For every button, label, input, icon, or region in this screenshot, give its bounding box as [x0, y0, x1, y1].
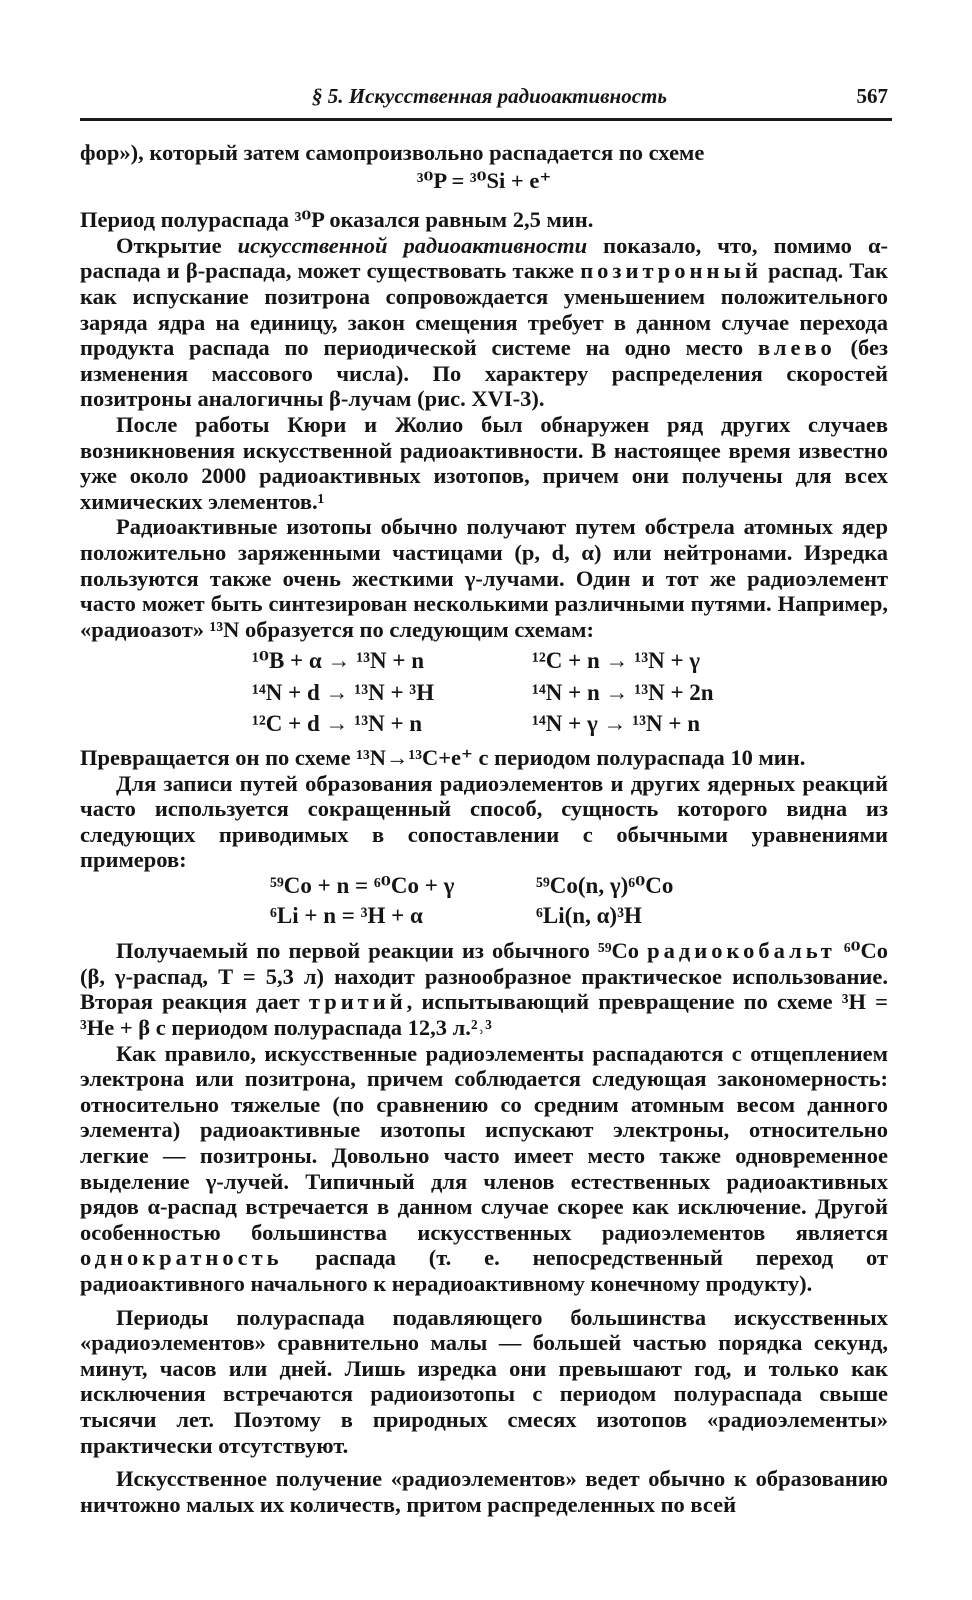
text-run: распада (т. е. непосредственный переход от радиоактивного начального к нерадиоактивному конечному продукту). [80, 1245, 888, 1296]
paragraph-7: Для записи путей образования радиоэлементов и других ядерных реакций часто используется сокращенный способ, сущность которого видна из следующих приводимых в сопоставлении с обычными уравнениями примеров: [80, 770, 888, 873]
text-run: Как правило, искусственные радиоэлементы распадаются с отщеплением электрона или позитрона, причем соблюдается следующая закономерность: относительно тяжелые (по сравнению со средним атомным весом данного элемента) радиоактивные изотопы испускают электроны, относительно легкие — позитроны. Довольно часто имеет место также одновременное выделение γ-лучей. Типичный для членов естественных радиоактивных рядов α-распад встречается в данном случае скорее как исключение. Другой особенностью большинства искусственных радиоэлементов является [80, 1040, 888, 1245]
reaction-shorthand: ⁵⁹Co(n, γ)⁶⁰Co [536, 873, 674, 899]
paragraph-11: Искусственное получение «радиоэлементов» ведет обычно к образованию ничтожно малых их количеств, притом распределенных по всей [80, 1466, 888, 1517]
text-run: Открытие [116, 232, 238, 258]
text-run: Получаемый по первой реакции из обычного ⁵⁹Co [116, 938, 648, 964]
text-run: , испытывающий превращение по схеме ³H = ³He + β с периодом полураспада 12,3 л.²˒³ [80, 989, 889, 1040]
text-run: распад. Так как испускание позитрона сопровождается уменьшением положительного заряда ядра на единицу, закон смещения требует в данном случае перехода продукта распада по периодической системе на одно место [80, 258, 888, 361]
equation-p30-decay: ³⁰P = ³⁰Si + e⁺ [416, 167, 552, 193]
spaced-term: радиокобальт [647, 938, 836, 964]
paragraph-3 [80, 233, 888, 412]
emphasis-term: искусственной радиоактивности [237, 232, 588, 258]
paragraph-4: После работы Кюри и Жолио был обнаружен ряд других случаев возникновения искусственной радиоактивности. В настоящее время известно уже около 2000 радиоактивных изотопов, причем они получены для всех химических элементов.¹ [80, 411, 888, 514]
reaction-equation: ¹²C + d → ¹³N + n [252, 711, 423, 737]
reaction-equation: ¹²C + n → ¹³N + γ [532, 648, 701, 674]
paragraph-6: Превращается он по схеме ¹³N→¹³C+e⁺ с периодом полураспада 10 мин. [80, 745, 806, 771]
paragraph-2: Период полураспада ³⁰P оказался равным 2,5 мин. [80, 207, 594, 233]
reaction-equation: ⁵⁹Co + n = ⁶⁰Co + γ [270, 873, 455, 899]
paragraph-5: Радиоактивные изотопы обычно получают путем обстрела атомных ядер положительно заряженными частицами (p, d, α) или нейтронами. Изредка пользуются также очень жесткими γ-лучами. Один и тот же радиоэлемент часто может быть синтезирован несколькими различными путями. Например, «радиоазот» ¹³N образуется по следующим схемам: [80, 514, 888, 642]
page-number: 567 [856, 84, 888, 108]
reaction-equation: ¹⁴N + γ → ¹³N + n [532, 711, 701, 737]
spaced-term: однократность [80, 1245, 283, 1271]
running-header [80, 84, 892, 114]
text-run: показало, что, помимо α-распада и β-распада, может существовать также [80, 232, 888, 284]
reaction-equation: ¹⁴N + n → ¹³N + 2n [532, 679, 714, 705]
reaction-equation: ¹⁰B + α → ¹³N + n [252, 648, 425, 674]
paragraph-1: фор»), который затем самопроизвольно распадается по схеме [80, 140, 705, 165]
paragraph-9 [80, 1041, 888, 1297]
paragraph-10: Периоды полураспада подавляющего большинства искусственных «радиоэлементов» сравнительно малы — большей частью порядка секунд, минут, часов или дней. Лишь изредка они превышают год, и только как исключения встречаются радиоизотопы с периодом полураспада свыше тысячи лет. Поэтому в природных смесях изотопов «радиоэлементы» практически отсутствуют. [80, 1304, 888, 1458]
section-title: § 5. Искусственная радиоактивность [312, 84, 667, 108]
nitrogen-13-reactions [252, 648, 888, 737]
spaced-term: тритий [308, 989, 407, 1015]
reaction-equation: ¹⁴N + d → ¹³N + ³H [252, 679, 435, 705]
spaced-term: влево [757, 335, 836, 361]
text-run: ⁶⁰Co (β, γ-распад, T = 5,3 л) находит разнообразное практическое использование. Вторая реакция дает [80, 938, 888, 1015]
paragraph-8 [80, 938, 888, 1040]
text-body [80, 140, 888, 1517]
reaction-equation: ⁶Li + n = ³H + α [270, 902, 423, 928]
header-rule [80, 118, 892, 121]
reaction-shorthand: ⁶Li(n, α)³H [536, 902, 642, 928]
reaction-notation-examples [270, 873, 888, 928]
spaced-term: позитронный [580, 258, 762, 284]
text-run: (без изменения массового числа). По характеру распределения скоростей позитроны аналогичны β-лучам (рис. XVI-3). [80, 335, 888, 412]
